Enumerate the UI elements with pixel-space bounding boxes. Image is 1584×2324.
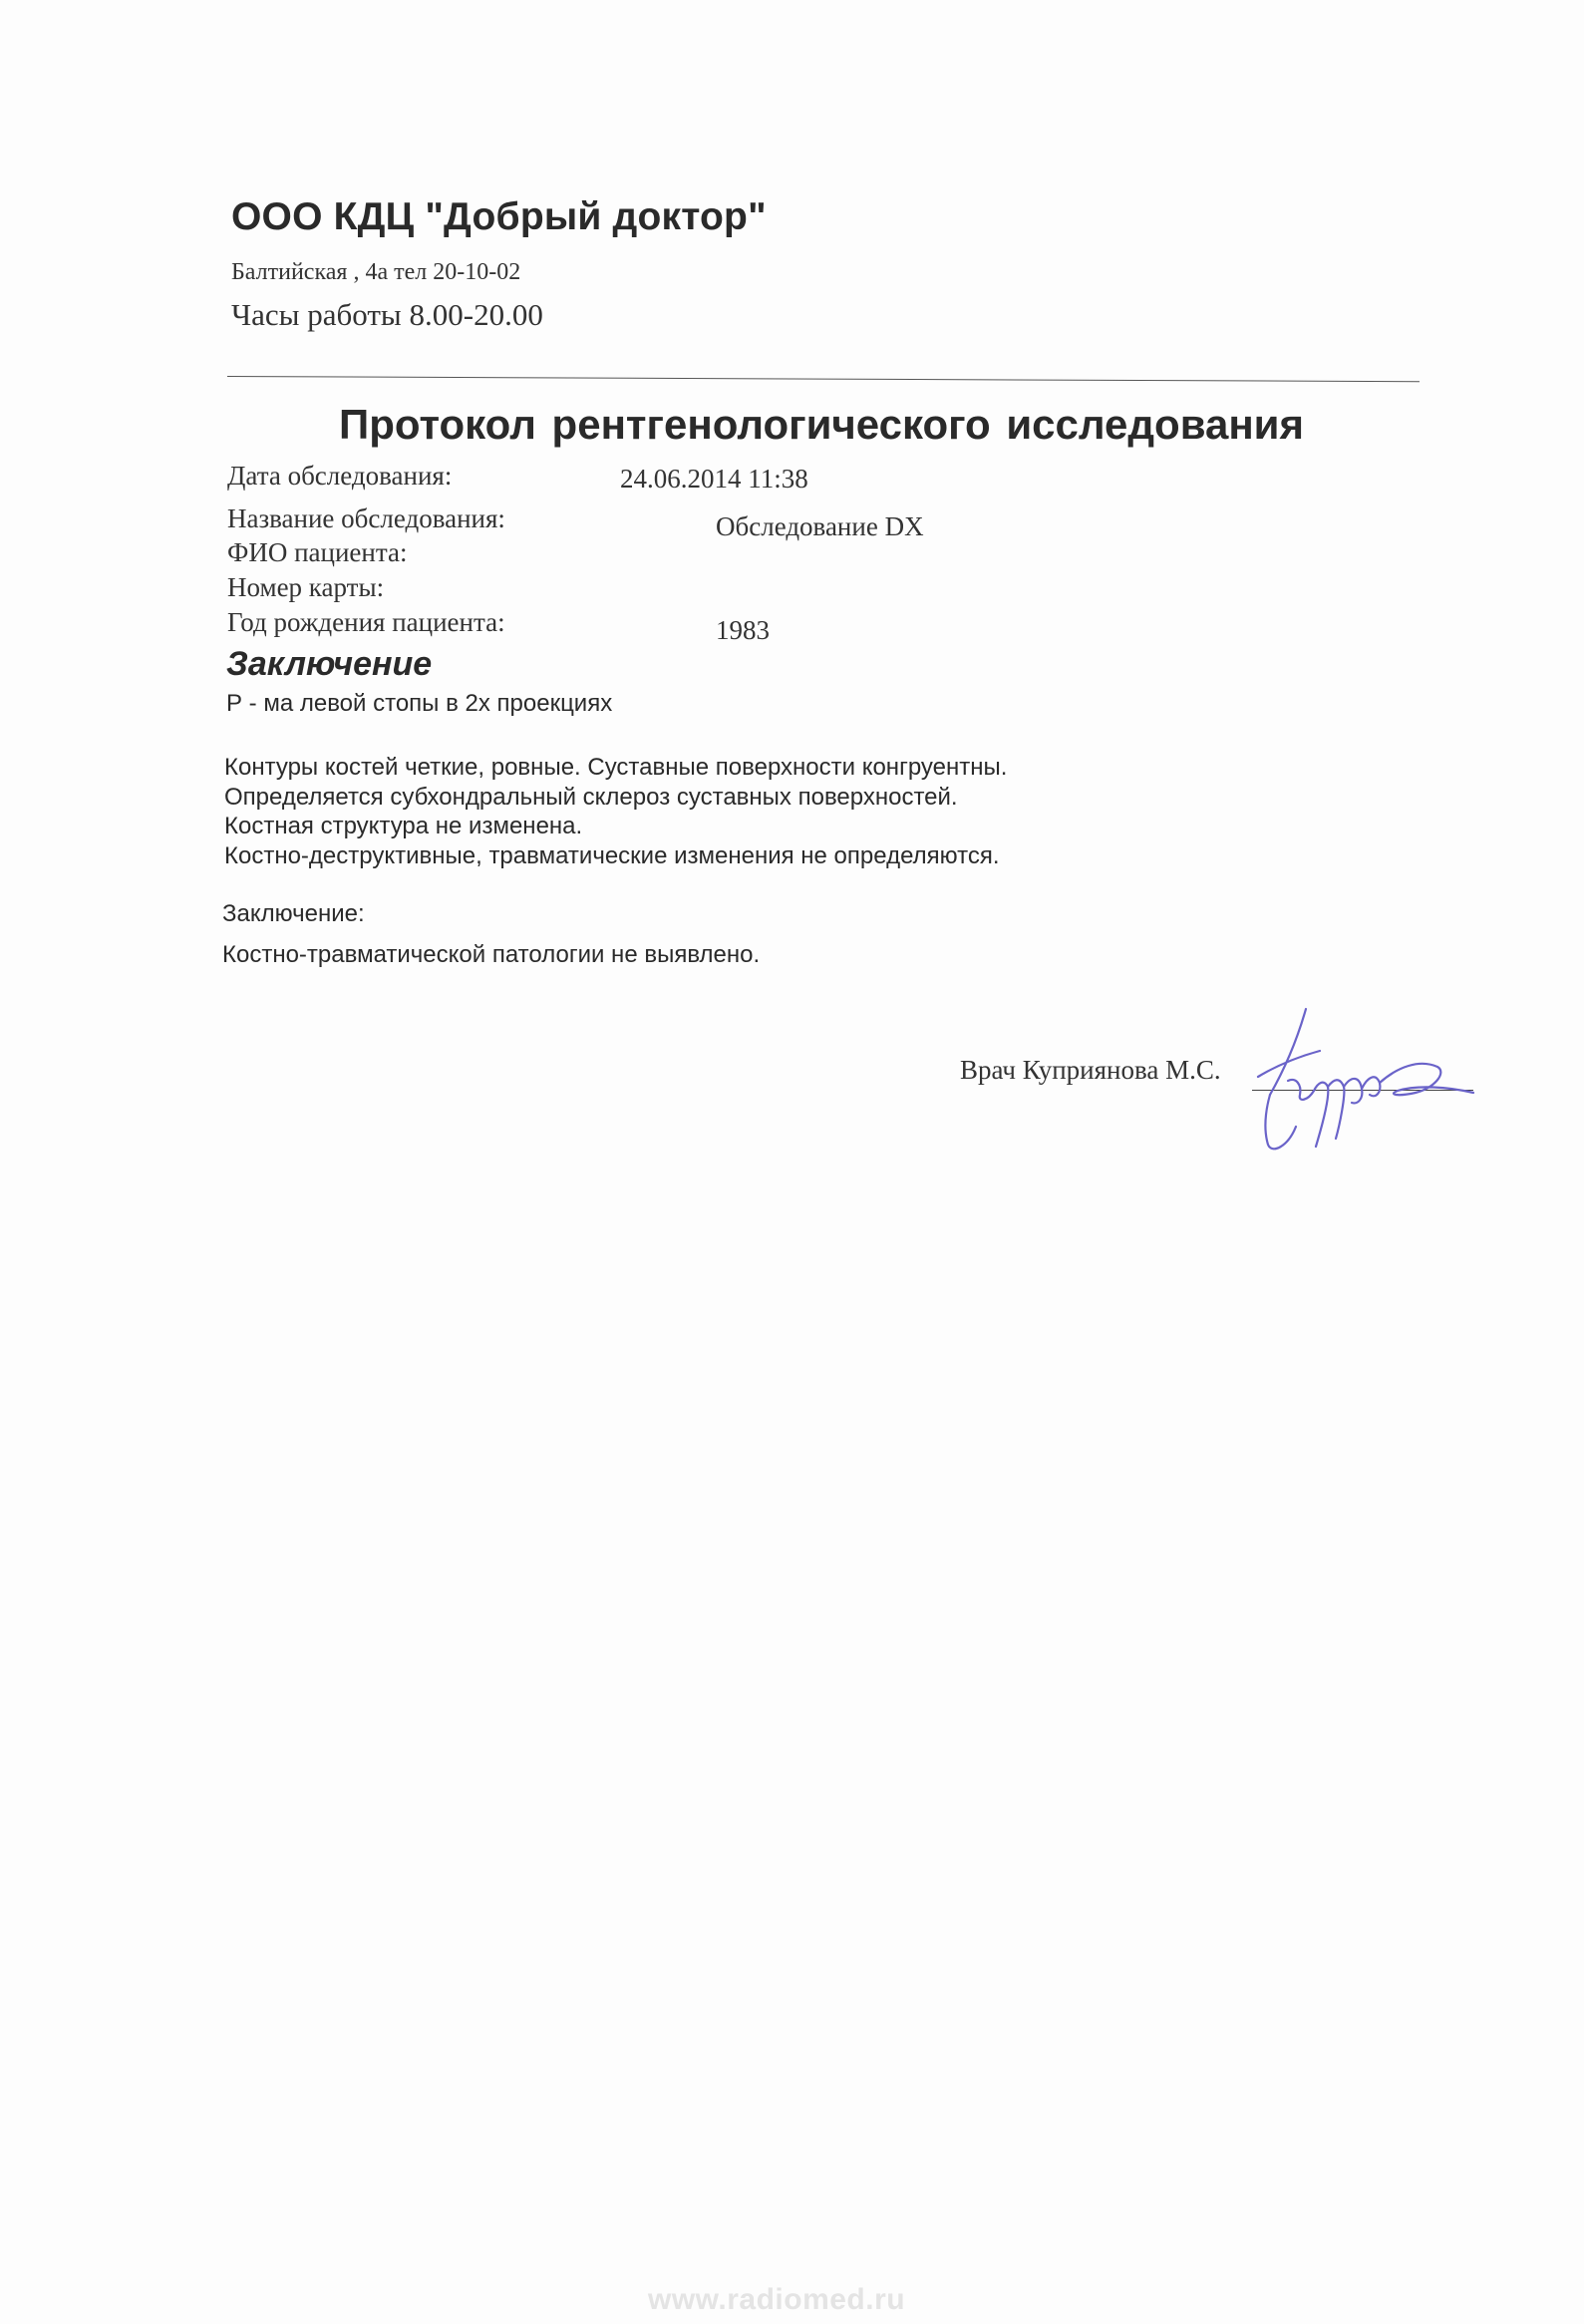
exam-date-label: Дата обследования: (227, 461, 453, 491)
handwritten-signature (1248, 1007, 1487, 1157)
conclusion-label: Заключение: (222, 900, 365, 927)
doctor-name: Врач Куприянова М.С. (960, 1055, 1221, 1085)
finding-line-3: Костная структура не изменена. (224, 813, 583, 839)
card-number-label: Номер карты: (227, 572, 385, 602)
patient-name-label: ФИО пациента: (227, 537, 408, 567)
finding-line-2: Определяется субхондральный склероз суставных поверхностей. (224, 784, 958, 811)
conclusion-text: Костно-травматической патологии не выявлено. (222, 941, 761, 968)
study-description: Р - ма левой стопы в 2х проекциях (226, 690, 613, 717)
clinic-hours: Часы работы 8.00-20.00 (231, 297, 543, 332)
document-title: Протокол рентгенологического исследования (339, 401, 1305, 448)
finding-line-4: Костно-деструктивные, травматические изменения не определяются. (224, 842, 1000, 869)
exam-name-value: Обследование DX (716, 511, 924, 541)
exam-name-label: Название обследования: (227, 503, 505, 533)
watermark: www.radiomed.ru (648, 2283, 906, 2316)
clinic-name: ООО КДЦ "Добрый доктор" (231, 195, 767, 238)
birth-year-label: Год рождения пациента: (227, 607, 505, 637)
finding-line-1: Контуры костей четкие, ровные. Суставные поверхности конгруентны. (224, 754, 1008, 781)
header-divider (227, 376, 1420, 382)
exam-date-value: 24.06.2014 11:38 (620, 464, 808, 494)
clinic-address: Балтийская , 4а тел 20-10-02 (231, 259, 521, 285)
birth-year-value: 1983 (716, 615, 770, 645)
section-heading: Заключение (226, 645, 433, 683)
